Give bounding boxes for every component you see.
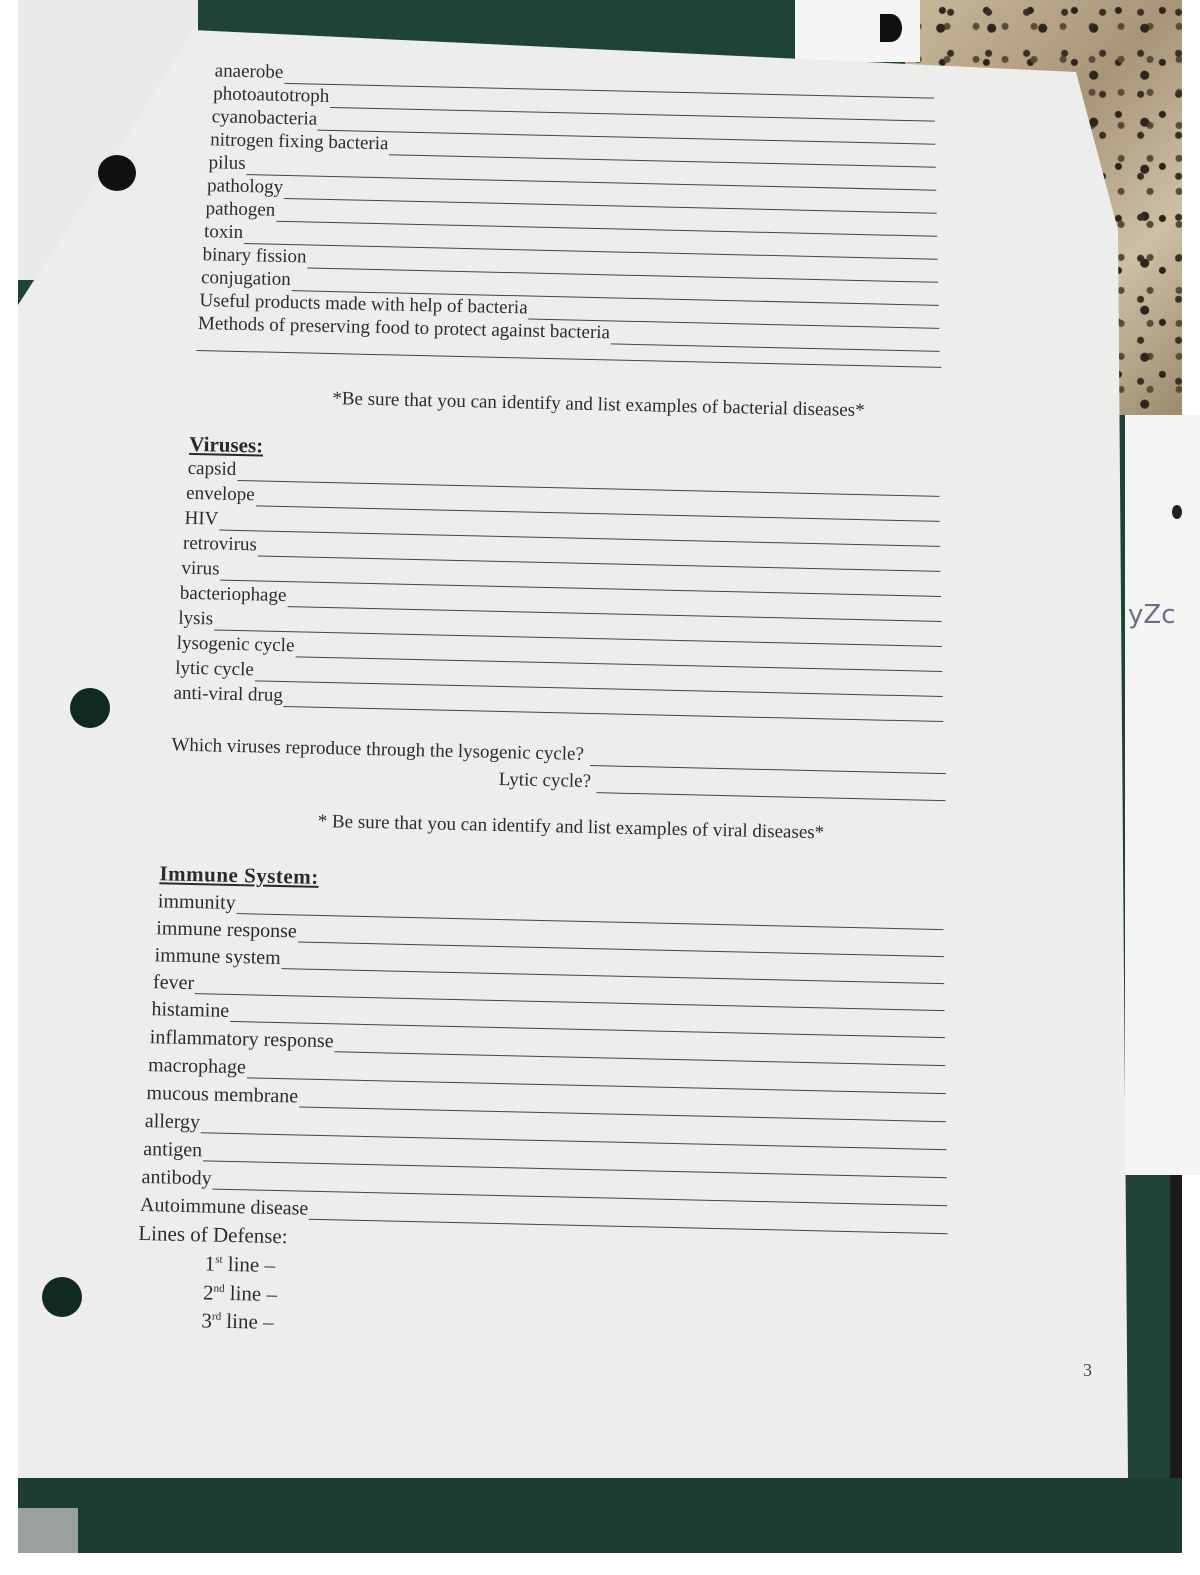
answer-line[interactable] bbox=[590, 751, 947, 774]
immune-heading: Immune System: bbox=[159, 861, 320, 889]
term-label: fever bbox=[152, 971, 195, 995]
answer-line[interactable] bbox=[196, 350, 941, 368]
defense-label: line – bbox=[229, 1280, 278, 1307]
term-label: Useful products made with help of bacteria bbox=[199, 290, 528, 319]
term-label: anti-viral drug bbox=[173, 682, 284, 707]
term-label: antibody bbox=[141, 1165, 212, 1190]
defense-number: 2 bbox=[202, 1280, 214, 1305]
term-label: Autoimmune disease bbox=[139, 1193, 309, 1220]
term-label: lysis bbox=[178, 607, 214, 630]
term-label: retrovirus bbox=[182, 532, 258, 556]
defense-label: line – bbox=[227, 1251, 276, 1278]
bacterial-diseases-note: *Be sure that you can identify and list examples of bacterial diseases* bbox=[332, 388, 865, 422]
answer-line[interactable] bbox=[309, 1205, 948, 1234]
question-row bbox=[498, 769, 945, 801]
margin-handwriting: yZc bbox=[1128, 600, 1176, 630]
term-label: allergy bbox=[144, 1110, 201, 1134]
term-label: mucous membrane bbox=[146, 1082, 299, 1108]
answer-line[interactable] bbox=[597, 778, 946, 801]
viruses-heading: Viruses: bbox=[189, 431, 264, 458]
term-label: immune system bbox=[154, 944, 282, 970]
defense-ordinal: nd bbox=[213, 1282, 225, 1295]
answer-line[interactable] bbox=[611, 329, 940, 351]
term-label: conjugation bbox=[200, 267, 291, 291]
lysogenic-question: Which viruses reproduce through the lysogenic cycle? bbox=[171, 734, 585, 765]
defense-number: 3 bbox=[201, 1308, 213, 1333]
term-label: pilus bbox=[208, 152, 246, 175]
term-label: immune response bbox=[156, 917, 298, 943]
term-label: nitrogen fixing bacteria bbox=[209, 129, 389, 155]
term-label: bacteriophage bbox=[179, 582, 287, 607]
term-label: binary fission bbox=[202, 244, 307, 268]
term-label: virus bbox=[181, 557, 220, 580]
lytic-question: Lytic cycle? bbox=[498, 768, 592, 793]
term-label: anaerobe bbox=[214, 60, 284, 83]
page-number: 3 bbox=[1083, 1360, 1092, 1380]
answer-line[interactable] bbox=[284, 692, 944, 722]
defense-line-3 bbox=[201, 1308, 274, 1335]
viral-diseases-note: * Be sure that you can identify and list examples of viral diseases* bbox=[317, 810, 825, 844]
defense-label: line – bbox=[226, 1308, 274, 1334]
term-label: lytic cycle bbox=[174, 657, 255, 681]
lines-of-defense-label: Lines of Defense: bbox=[138, 1220, 288, 1249]
term-label: macrophage bbox=[147, 1054, 247, 1079]
term-label: inflammatory response bbox=[149, 1026, 334, 1053]
term-label: lysogenic cycle bbox=[176, 632, 295, 657]
defense-line-1 bbox=[204, 1251, 275, 1278]
term-label: immunity bbox=[157, 890, 236, 915]
defense-number: 1 bbox=[204, 1251, 216, 1276]
term-label: photoautotroph bbox=[212, 83, 330, 107]
term-label: HIV bbox=[184, 507, 219, 530]
term-label: histamine bbox=[151, 998, 230, 1022]
term-label: pathogen bbox=[205, 198, 276, 221]
defense-ordinal: rd bbox=[211, 1310, 222, 1323]
defense-line-2 bbox=[203, 1280, 278, 1307]
term-label: toxin bbox=[203, 221, 244, 244]
term-label: Methods of preserving food to protect against bacteria bbox=[197, 313, 611, 344]
term-label: cyanobacteria bbox=[211, 106, 318, 130]
defense-ordinal: st bbox=[215, 1253, 223, 1266]
question-row bbox=[171, 735, 946, 775]
term-label: pathology bbox=[206, 175, 284, 198]
term-label: envelope bbox=[185, 482, 255, 506]
term-label: antigen bbox=[143, 1137, 203, 1162]
term-label: capsid bbox=[187, 457, 237, 480]
